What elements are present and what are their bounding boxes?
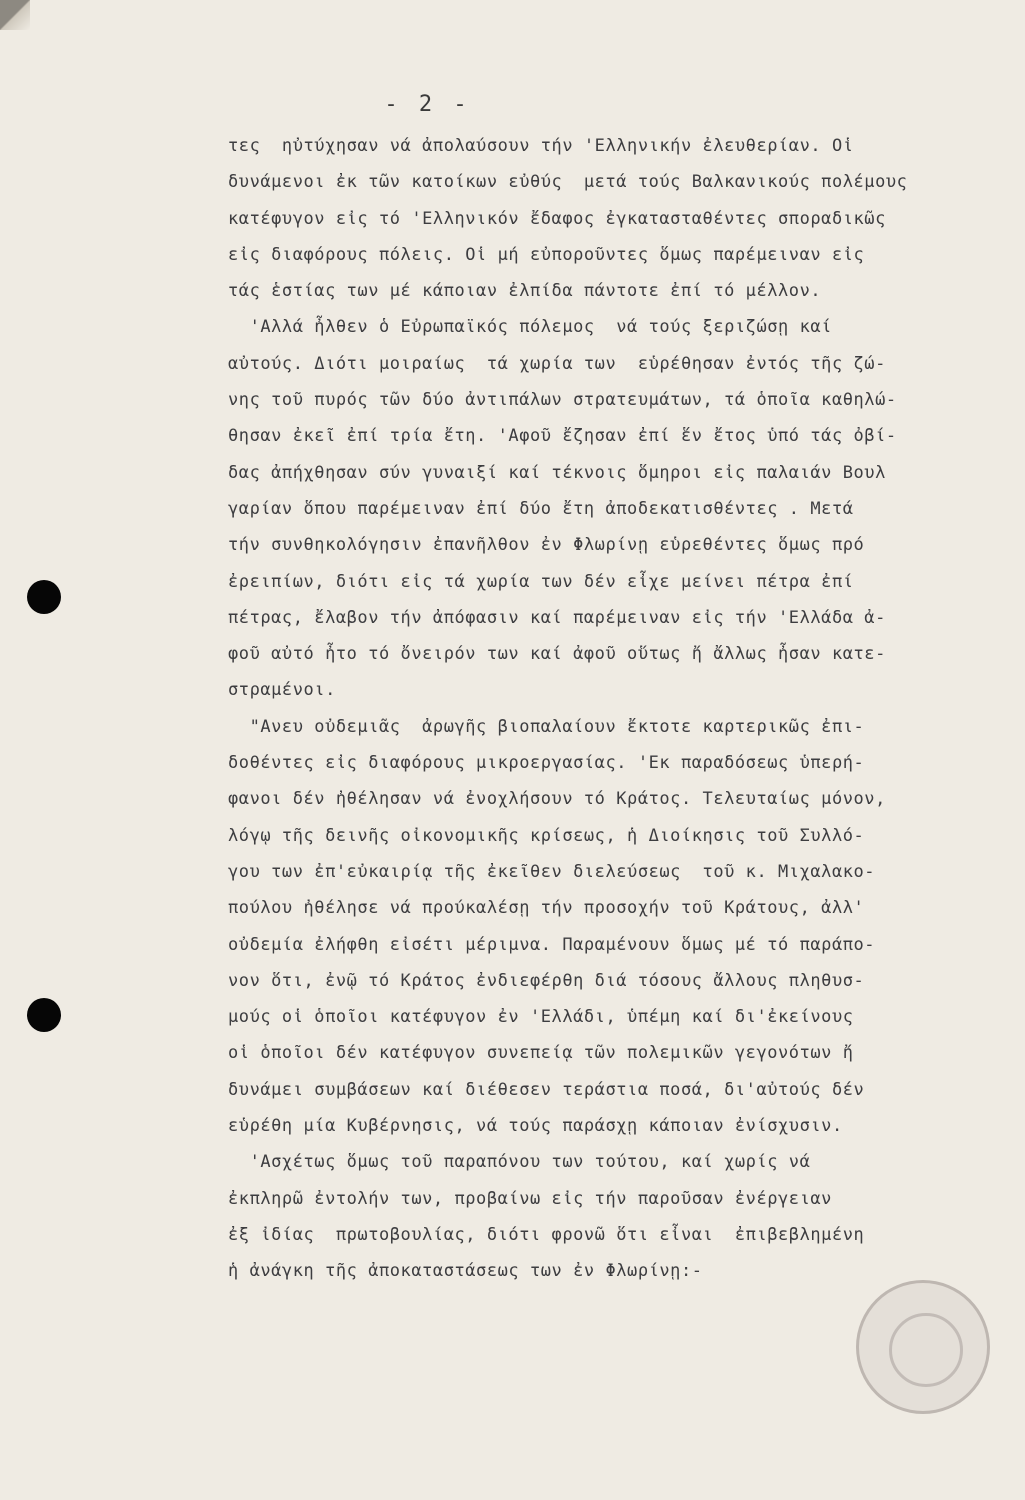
text-line: φοῦ αὐτό ἦτο τό ὄνειρόν των καί ἀφοῦ οὕτως ἤ ἄλλως ἦσαν κατε- (228, 644, 886, 665)
text-line: ἐξ ἰδίας πρωτοβουλίας, διότι φρονῶ ὅτι εἶναι ἐπιβεβλημένη (228, 1224, 865, 1245)
text-line: δοθέντες εἰς διαφόρους μικροεργασίας. 'Εκ παραδόσεως ὑπερή- (228, 753, 865, 774)
text-line: δυνάμει συμβάσεων καί διέθεσεν τεράστια ποσά, δι'αὐτούς δέν (228, 1079, 865, 1100)
text-line: μούς οἱ ὁποῖοι κατέφυγον ἐν 'Ελλάδι, ὑπέμη καί δι'ἐκείνους (228, 1007, 854, 1028)
text-line: κατέφυγον εἰς τό 'Ελληνικόν ἔδαφος ἐγκατασταθέντες σποραδικῶς (228, 208, 886, 229)
text-line: γου των ἐπ'εὐκαιρίᾳ τῆς ἐκεῖθεν διελεύσεως τοῦ κ. Μιχαλακο- (228, 861, 876, 882)
text-line: εὑρέθη μία Κυβέρνησις, νά τούς παράσχῃ κάποιαν ἐνίσχυσιν. (228, 1116, 843, 1137)
text-line: αὐτούς. Διότι μοιραίως τά χωρία των εὑρέθησαν ἐντός τῆς ζώ- (228, 353, 886, 374)
text-line: "Ανευ οὐδεμιᾶς ἀρωγῆς βιοπαλαίουν ἔκτοτε καρτερικῶς ἐπι- (228, 716, 865, 737)
text-line: εἰς διαφόρους πόλεις. Οἱ μή εὐποροῦντες ὅμως παρέμειναν εἰς (228, 244, 865, 265)
text-line: οὐδεμία ἐλήφθη εἰσέτι μέριμνα. Παραμένουν ὅμως μέ τό παράπο- (228, 934, 876, 955)
text-line: στραμένοι. (228, 680, 336, 701)
punch-hole (27, 580, 61, 614)
text-line: νης τοῦ πυρός τῶν δύο ἀντιπάλων στρατευμάτων, τά ὁποῖα καθηλώ- (228, 390, 897, 411)
text-line: γαρίαν ὅπου παρέμειναν ἐπί δύο ἔτη ἀποδεκατισθέντες . Μετά (228, 498, 854, 519)
text-line: 'Ασχέτως ὅμως τοῦ παραπόνου των τούτου, καί χωρίς νά (228, 1152, 811, 1173)
text-line: δυνάμενοι ἐκ τῶν κατοίκων εὐθύς μετά τούς Βαλκανικούς πολέμους (228, 172, 908, 193)
text-line: θησαν ἐκεῖ ἐπί τρία ἔτη. 'Αφοῦ ἔζησαν ἐπί ἕν ἔτος ὑπό τάς ὀβί- (228, 426, 897, 447)
text-line: τήν συνθηκολόγησιν ἐπανῆλθον ἐν Φλωρίνῃ εὑρεθέντες ὅμως πρό (228, 535, 865, 556)
text-line: 'Αλλά ἦλθεν ὁ Εὐρωπαϊκός πόλεμος νά τούς ξεριζώσῃ καί (228, 317, 832, 338)
text-line: λόγῳ τῆς δεινῆς οἰκονομικῆς κρίσεως, ἡ Διοίκησις τοῦ Συλλό- (228, 825, 865, 846)
text-line: πέτρας, ἔλαβον τήν ἀπόφασιν καί παρέμειναν εἰς τήν 'Ελλάδα ἀ- (228, 607, 886, 628)
text-line: τάς ἑστίας των μέ κάποιαν ἐλπίδα πάντοτε ἐπί τό μέλλον. (228, 281, 822, 302)
text-line: ἐρειπίων, διότι εἰς τά χωρία των δέν εἶχε μείνει πέτρα ἐπί (228, 571, 854, 592)
text-line: ἡ ἀνάγκη τῆς ἀποκαταστάσεως των ἐν Φλωρίνῃ:- (228, 1261, 703, 1282)
punch-hole (27, 998, 61, 1032)
text-line: ἐκπληρῶ ἐντολήν των, προβαίνω εἰς τήν παροῦσαν ἐνέργειαν (228, 1188, 832, 1209)
typewritten-text (228, 128, 973, 1290)
text-line: πούλου ἠθέλησε νά προύκαλέσῃ τήν προσοχήν τοῦ Κράτους, ἀλλ' (228, 898, 865, 919)
text-line: δας ἀπήχθησαν σύν γυναιξί καί τέκνοις ὅμηροι εἰς παλαιάν Βουλ (228, 462, 886, 483)
text-line: τες ηὐτύχησαν νά ἀπολαύσουν τήν 'Ελληνικήν ἐλευθερίαν. Οἱ (228, 136, 854, 156)
text-line: νον ὅτι, ἐνῷ τό Κράτος ἐνδιεφέρθη διά τόσους ἄλλους πληθυσ- (228, 970, 865, 991)
page-number: - 2 - (384, 92, 471, 117)
text-line: οἱ ὁποῖοι δέν κατέφυγον συνεπείᾳ τῶν πολεμικῶν γεγονότων ἤ (228, 1043, 854, 1064)
text-line: φανοι δέν ἠθέλησαν νά ἐνοχλήσουν τό Κράτος. Τελευταίως μόνον, (228, 789, 886, 810)
archive-stamp (856, 1280, 990, 1414)
